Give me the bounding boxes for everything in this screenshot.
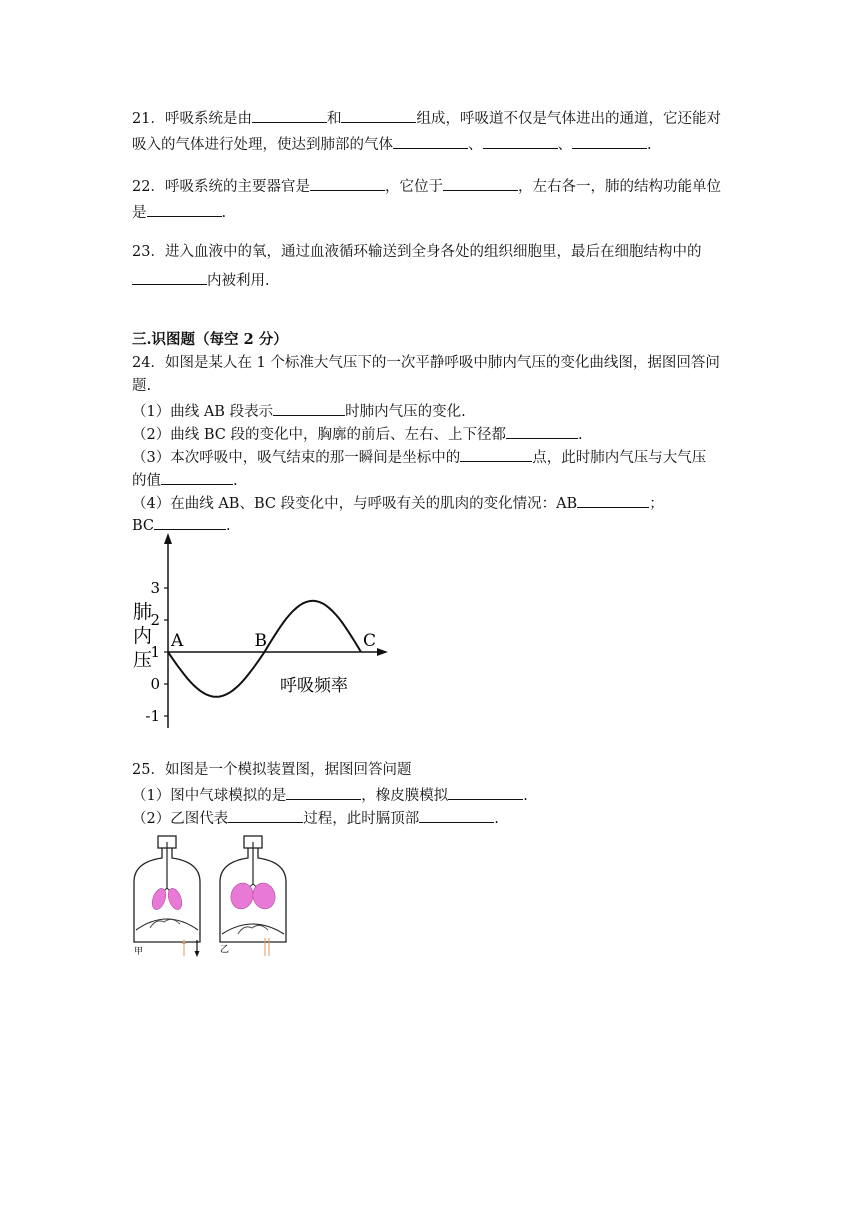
balloon-lung-left [150, 887, 169, 912]
section-title: 三.识图题（每空 2 分） [132, 331, 288, 348]
q22-line-2 [132, 200, 226, 223]
q25-text: （2）乙图代表 [132, 811, 229, 827]
q22-text: ，左右各一，肺的结构功能单位 [517, 179, 721, 195]
q23-line-2 [132, 268, 270, 291]
point-label-c: C [363, 631, 377, 651]
answer-blank[interactable] [154, 513, 226, 530]
q24-sub-4a [132, 491, 664, 514]
q24-intro-1: 24．如图是某人在 1 个标准大气压下的一次平静呼吸中肺内气压的变化曲线图，据图回答问 [132, 355, 720, 371]
y-label-char: 内 [133, 625, 153, 647]
y-tick-label: 1 [150, 643, 160, 661]
jar-label-yi: 乙 [220, 945, 230, 955]
q21-text: 吸入的气体进行处理，使达到肺部的气体 [132, 137, 393, 153]
y-label-char: 肺 [133, 601, 153, 623]
answer-blank[interactable] [419, 806, 494, 823]
q24-text: （3）本次呼吸中，吸气结束的那一瞬间是坐标中的 [132, 450, 461, 466]
answer-blank[interactable] [341, 106, 416, 123]
arrow-down-head [195, 951, 200, 957]
answer-blank[interactable] [506, 422, 578, 439]
q24-sub-2 [132, 422, 583, 445]
rubber-membrane [222, 924, 284, 934]
membrane-hand [238, 925, 268, 934]
q24-text: BC [132, 518, 155, 534]
answer-blank[interactable] [577, 491, 649, 508]
answer-blank[interactable] [132, 268, 207, 285]
q21-line-1 [132, 106, 721, 129]
q24-text: 点，此时肺内气压与大气压 [532, 450, 707, 466]
bell-jar-jia [134, 836, 200, 957]
y-label-char: 压 [133, 649, 153, 671]
q23-line-1 [132, 242, 701, 262]
q21-text: . [647, 137, 652, 153]
chart-axes [164, 533, 388, 728]
q24-text: 时肺内气压的变化. [345, 404, 466, 420]
q24-sub-3a [132, 445, 706, 468]
q22-text: 22．呼吸系统的主要器官是 [132, 179, 310, 195]
q24-text: . [233, 473, 238, 489]
chart-points [170, 631, 376, 651]
answer-blank[interactable] [161, 468, 233, 485]
bell-jar-diagram [128, 832, 288, 962]
y-tick-label: 2 [150, 611, 160, 629]
q22-text: 是 [132, 205, 147, 221]
q24-text: 的值 [132, 473, 161, 489]
q23-text: 23．进入血液中的氧，通过血液循环输送到全身各处的组织细胞里，最后在细胞结构中的 [132, 244, 702, 260]
balloon-lung-right [166, 887, 185, 912]
q24-text: （1）曲线 AB 段表示 [132, 404, 274, 420]
q21-text: 组成，呼吸道不仅是气体进出的通道，它还能对 [416, 111, 721, 127]
answer-blank[interactable] [228, 806, 303, 823]
jar-label-jia: 甲 [134, 947, 144, 957]
y-tick-label: 3 [150, 579, 160, 597]
q25-intro: 25．如图是一个模拟装置图，据图回答问题 [132, 762, 412, 778]
q21-text: 和 [326, 111, 342, 127]
q25-text: . [494, 811, 499, 827]
q24-text: ； [649, 496, 664, 512]
y-axis-arrow [164, 533, 172, 544]
answer-blank[interactable] [147, 200, 222, 217]
q24-text: . [577, 427, 583, 443]
answer-blank[interactable] [310, 174, 385, 191]
answer-blank[interactable] [286, 783, 361, 800]
q22-text: ，它位于 [384, 179, 443, 195]
bell-jar-yi [220, 836, 286, 956]
pressure-chart [125, 530, 395, 740]
q24-text: . [226, 518, 231, 534]
x-axis-arrow [377, 648, 388, 656]
answer-blank[interactable] [393, 132, 468, 149]
y-tick-label: -1 [145, 707, 160, 725]
point-label-b: B [254, 631, 267, 651]
point-label-a: A [171, 631, 184, 651]
answer-blank[interactable] [483, 132, 558, 149]
chart-ylabel [133, 601, 152, 671]
q25-sub-1 [132, 783, 528, 806]
q22-line-1 [132, 174, 721, 197]
q25-sub-2 [132, 806, 499, 829]
q24-text: （2）曲线 BC 段的变化中，胸廓的前后、左右、上下径都 [132, 427, 506, 443]
answer-blank[interactable] [252, 106, 327, 123]
answer-blank[interactable] [273, 399, 345, 416]
answer-blank[interactable] [460, 445, 532, 462]
q21-text: 21．呼吸系统是由 [132, 111, 252, 127]
q25-text: ，橡皮膜模拟 [361, 788, 449, 804]
q21-text: 、 [468, 137, 483, 153]
q22-text: . [221, 205, 227, 221]
q24-text: （4）在曲线 AB、BC 段变化中，与呼吸有关的肌肉的变化情况：AB [132, 496, 578, 512]
answer-blank[interactable] [572, 132, 647, 149]
q24-sub-1 [132, 399, 466, 422]
chart-xlabel: 呼吸频率 [280, 676, 348, 696]
q23-text: 内被利用. [207, 273, 270, 289]
answer-blank[interactable] [443, 174, 518, 191]
q25-text: 过程，此时膈顶部 [303, 811, 420, 827]
q24-sub-3b [132, 468, 238, 491]
answer-blank[interactable] [448, 783, 523, 800]
q21-line-2 [132, 132, 652, 155]
q24-intro-2: 题. [132, 378, 152, 394]
q25-text: （1）图中气球模拟的是 [132, 788, 287, 804]
y-tick-label: 0 [150, 675, 160, 693]
q21-text: 、 [557, 137, 572, 153]
q25-text: . [523, 788, 528, 804]
